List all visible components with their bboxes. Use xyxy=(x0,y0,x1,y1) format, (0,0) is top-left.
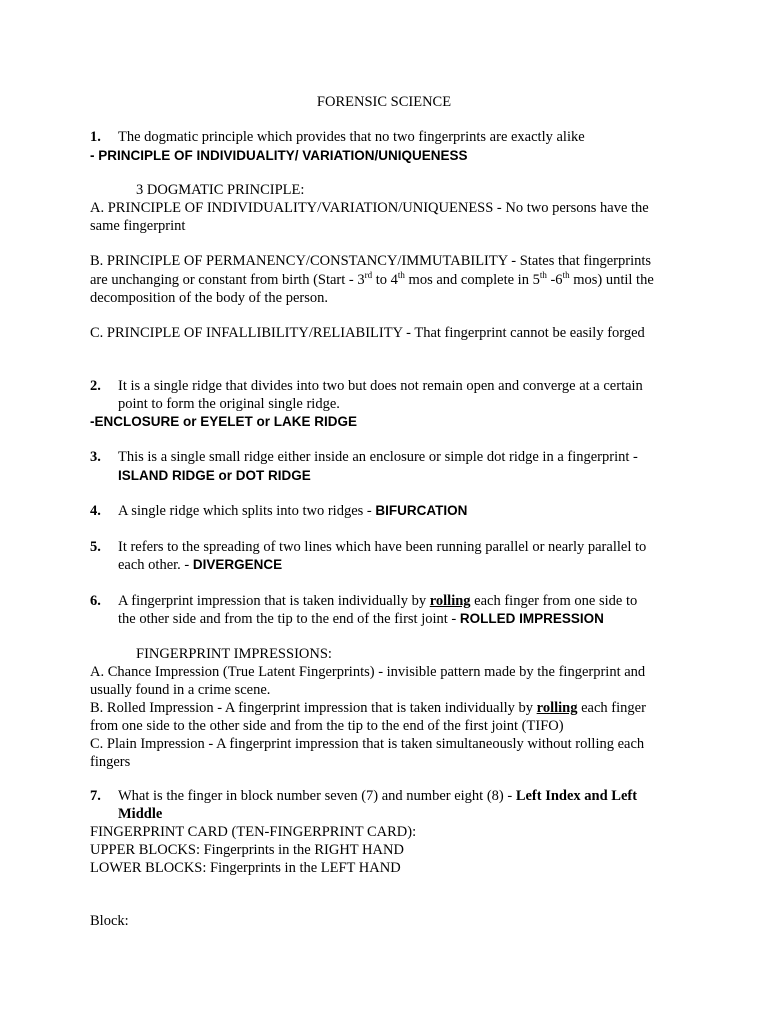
block-label: Block: xyxy=(90,913,129,929)
impressions-heading: FINGERPRINT IMPRESSIONS: xyxy=(136,646,332,662)
answer-1: - PRINCIPLE OF INDIVIDUALITY/ VARIATION/UNIQUENESS xyxy=(90,148,468,163)
question-text: This is a single small ridge either inside an enclosure or simple dot ridge in a fingerprint - xyxy=(118,449,638,465)
card-line1: FINGERPRINT CARD (TEN-FINGERPRINT CARD): xyxy=(90,824,417,840)
principle-b-line2 xyxy=(90,271,654,289)
question-6-line2 xyxy=(118,610,604,628)
question-6 xyxy=(90,592,637,610)
impression-text: B. Rolled Impression - A fingerprint impression that is taken individually by xyxy=(90,700,537,716)
question-5-line2 xyxy=(118,556,282,574)
emphasis-rolling: rolling xyxy=(429,593,471,609)
text-span: are unchanging or constant from birth (Start - 3 xyxy=(90,272,365,288)
card-line3: LOWER BLOCKS: Fingerprints in the LEFT HAND xyxy=(90,860,401,876)
question-number: 2. xyxy=(90,378,101,394)
answer-5: DIVERGENCE xyxy=(192,557,283,572)
question-text: each other. - xyxy=(118,557,193,573)
answer-7-line2: Middle xyxy=(118,806,163,822)
question-number: 3. xyxy=(90,449,101,465)
question-text: It refers to the spreading of two lines which have been running parallel or nearly parallel to xyxy=(118,539,647,555)
question-3 xyxy=(90,448,638,466)
superscript: th xyxy=(397,270,405,281)
answer-4: BIFURCATION xyxy=(375,503,468,518)
question-number: 4. xyxy=(90,503,101,519)
impression-c-line1: C. Plain Impression - A fingerprint impression that is taken simultaneously without rolling each xyxy=(90,736,645,752)
question-number: 1. xyxy=(90,129,101,145)
text-span: -6 xyxy=(546,272,563,288)
question-2-line2: point to form the original single ridge. xyxy=(118,396,340,412)
question-1 xyxy=(90,128,585,146)
superscript: rd xyxy=(364,270,373,281)
question-text: the other side and from the tip to the end of the first joint - xyxy=(118,611,460,627)
impression-a-line1: A. Chance Impression (True Latent Fingerprints) - invisible pattern made by the fingerprint and xyxy=(90,664,646,680)
superscript: th xyxy=(562,270,570,281)
answer-2: -ENCLOSURE or EYELET or LAKE RIDGE xyxy=(90,414,358,429)
answer-7: Left Index and Left xyxy=(515,788,638,804)
text-span: mos) until the xyxy=(569,272,654,288)
emphasis-rolling: rolling xyxy=(536,700,578,716)
principle-a-line1: A. PRINCIPLE OF INDIVIDUALITY/VARIATION/UNIQUENESS - No two persons have the xyxy=(90,200,649,216)
impression-b-line2: from one side to the other side and from the tip to the end of the first joint (TIFO) xyxy=(90,718,564,734)
question-text: each finger from one side to xyxy=(470,593,638,609)
question-text: A single ridge which splits into two ridges - xyxy=(118,503,376,519)
question-2 xyxy=(90,377,643,395)
question-7 xyxy=(90,787,637,805)
principle-b-line1: B. PRINCIPLE OF PERMANENCY/CONSTANCY/IMMUTABILITY - States that fingerprints xyxy=(90,253,652,269)
principle-b-line3: decomposition of the body of the person. xyxy=(90,290,328,306)
superscript: th xyxy=(539,270,547,281)
question-number: 6. xyxy=(90,593,101,609)
text-span: mos and complete in 5 xyxy=(404,272,540,288)
answer-6: ROLLED IMPRESSION xyxy=(459,611,604,626)
page-title: FORENSIC SCIENCE xyxy=(316,94,452,110)
impression-b-line1 xyxy=(90,699,646,717)
question-4 xyxy=(90,502,467,520)
question-text: The dogmatic principle which provides that no two fingerprints are exactly alike xyxy=(118,129,585,145)
answer-3: ISLAND RIDGE or DOT RIDGE xyxy=(118,468,311,483)
question-5 xyxy=(90,538,646,556)
question-text: It is a single ridge that divides into two but does not remain open and converge at a certain xyxy=(118,378,643,394)
impression-c-line2: fingers xyxy=(90,754,131,770)
principle-a-line2: same fingerprint xyxy=(90,218,186,234)
principle-c-line: C. PRINCIPLE OF INFALLIBILITY/RELIABILITY - That fingerprint cannot be easily forged xyxy=(90,325,645,341)
question-text: A fingerprint impression that is taken individually by xyxy=(118,593,430,609)
dogmatic-heading: 3 DOGMATIC PRINCIPLE: xyxy=(136,182,305,198)
impression-text: each finger xyxy=(577,700,646,716)
question-text: What is the finger in block number seven (7) and number eight (8) - xyxy=(118,788,516,804)
question-number: 7. xyxy=(90,788,101,804)
impression-a-line2: usually found in a crime scene. xyxy=(90,682,271,698)
card-line2: UPPER BLOCKS: Fingerprints in the RIGHT HAND xyxy=(90,842,404,858)
text-span: to 4 xyxy=(372,272,398,288)
question-number: 5. xyxy=(90,539,101,555)
